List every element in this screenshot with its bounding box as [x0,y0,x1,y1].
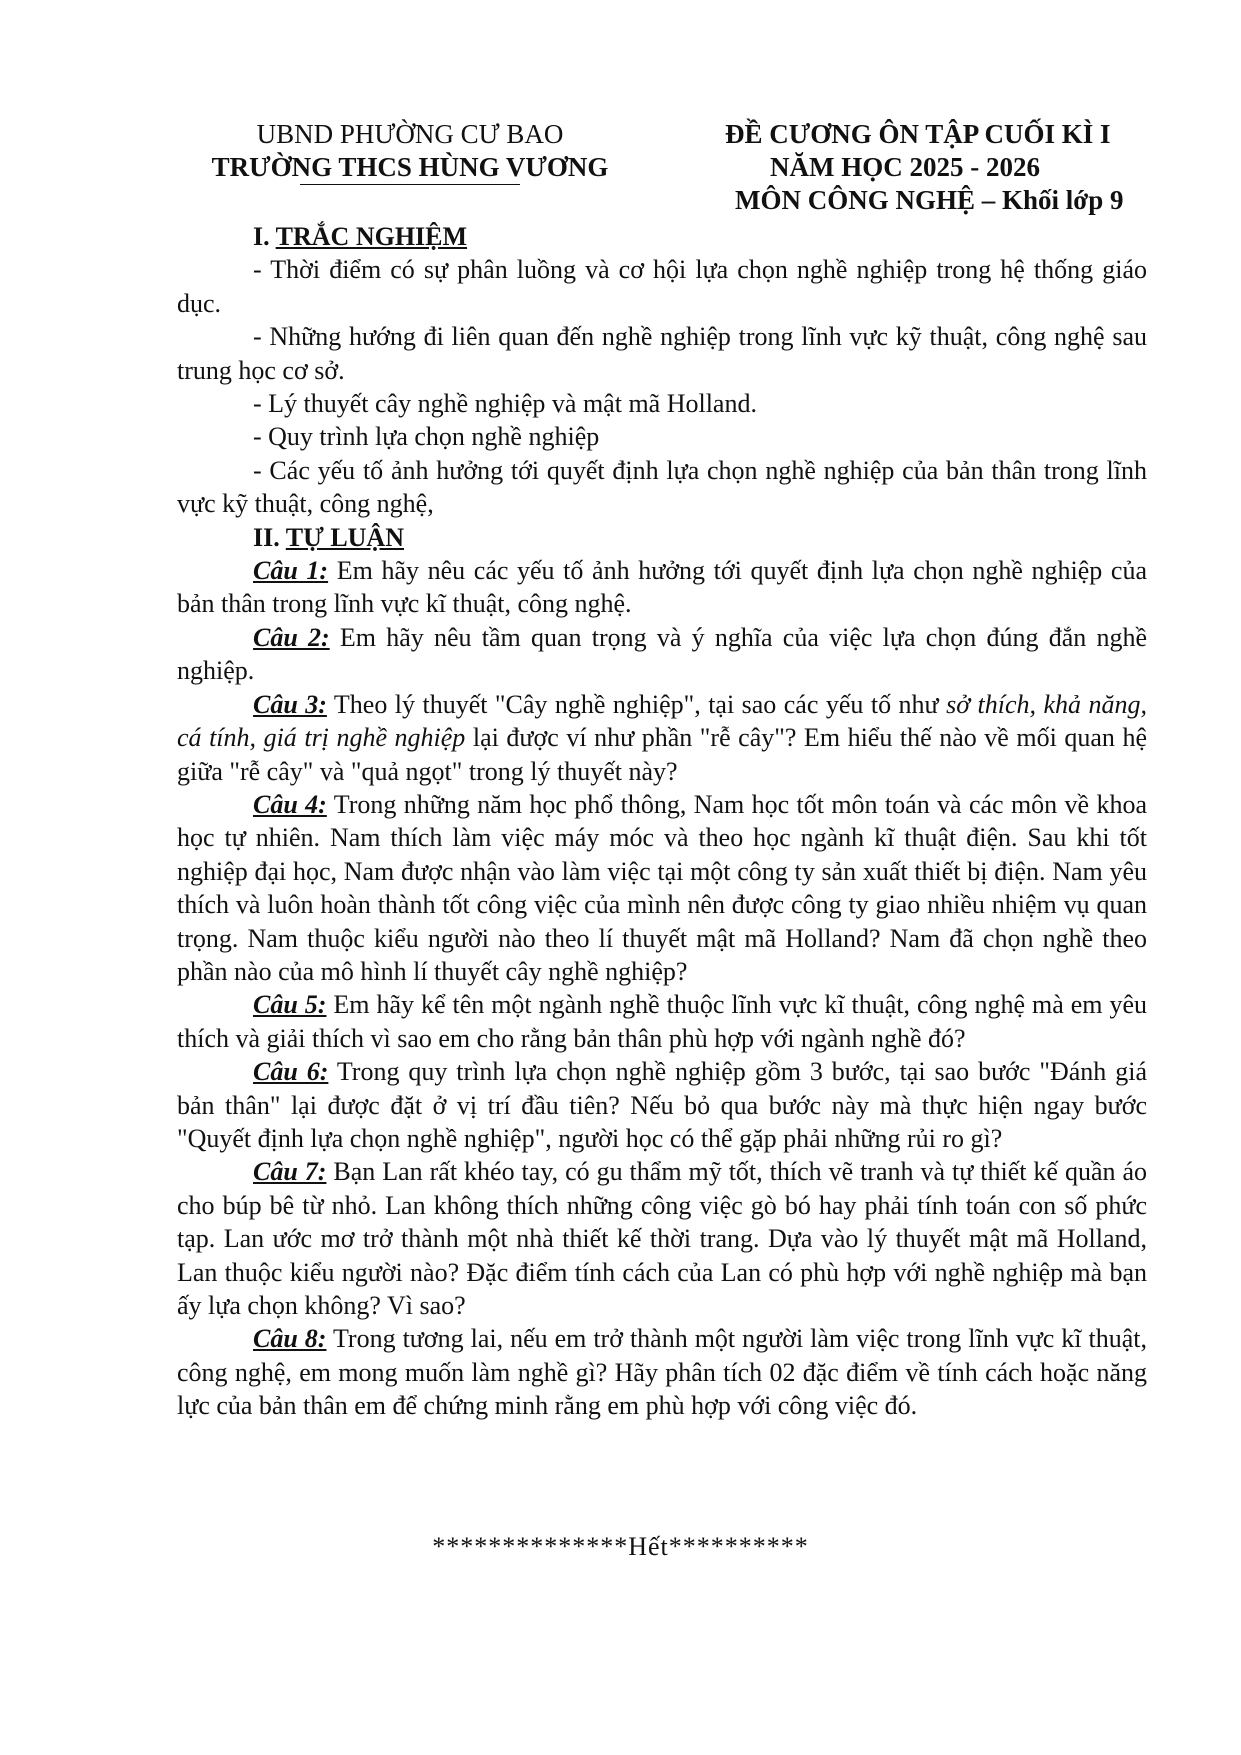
question-5 [177,988,1147,1055]
header-underline-rule [300,184,520,185]
section-2-prefix: II. [253,522,286,552]
question-2 [177,621,1147,688]
question-label: Câu 7: [253,1157,327,1187]
header-school-year: NĂM HỌC 2025 - 2026 [770,152,1040,182]
section-1-heading: TRẮC NGHIỆM [275,222,468,251]
question-text-before: Theo lý thuyết "Cây nghề nghiệp", tại sao các yếu tố như [326,689,947,719]
question-8 [177,1322,1147,1422]
section-1-title [177,220,1147,253]
question-text-after: lại được ví như phần "rễ cây"? Em hiểu thế nào về mối quan hệ giữa "rễ cây" và "quả ngọt" trong lý thuyết này? [177,723,1147,786]
question-label: Câu 3: [253,689,327,719]
question-text: Em hãy nêu các yếu tố ảnh hưởng tới quyết định lựa chọn nghề nghiệp của bản thân trong lĩnh vực kĩ thuật, công nghệ. [177,556,1147,619]
header-org: UBND PHƯỜNG CƯ BAO [256,119,564,149]
header-right-block [705,118,1185,217]
question-text: Trong tương lai, nếu em trở thành một người làm việc trong lĩnh vực kĩ thuật, công nghệ, em mong muốn làm nghề gì? Hãy phân tích 02 đặc điểm về tính cách hoặc năng lực của bản thân em để chứng minh rằng em phù hợp với công việc đó. [177,1324,1147,1421]
section-1-item: - Lý thuyết cây nghề nghiệp và mật mã Holland. [253,389,757,419]
header-school: TRƯỜNG THCS HÙNG VƯƠNG [211,152,609,182]
header-doc-title: ĐỀ CƯƠNG ÔN TẬP CUỐI KÌ I [725,119,1111,149]
question-label: Câu 6: [253,1057,329,1087]
question-4 [177,788,1147,988]
question-text: Bạn Lan rất khéo tay, có gu thẩm mỹ tốt, thích vẽ tranh và tự thiết kế quần áo cho búp bê từ nhỏ. Lan không thích những công việc gò bó hay phải tính toán con số phức tạp. Lan ước mơ trở thành một nhà thiết kế thời trang. Dựa vào lý thuyết mật mã Holland, Lan thuộc kiểu người nào? Đặc điểm tính cách của Lan có phù hợp với nghề nghiệp mà bạn ấy lựa chọn không? Vì sao? [177,1157,1147,1320]
end-of-document-mark: **************Hết********** [432,1532,809,1561]
header-left-block [180,118,640,184]
question-1 [177,554,1147,621]
section-2-title [177,521,1147,554]
question-label: Câu 4: [253,789,327,819]
section-2-heading: TỰ LUẬN [285,522,404,552]
question-text-italic: sở thích, khả năng, cá tính, giá trị nghề nghiệp [177,689,1147,753]
question-7 [177,1155,1147,1322]
question-text: Em hãy nêu tầm quan trọng và ý nghĩa của việc lựa chọn đúng đắn nghề nghiệp. [177,622,1147,686]
question-6 [177,1055,1147,1155]
section-1-item: - Thời điểm có sự phân luồng và cơ hội lựa chọn nghề nghiệp trong hệ thống giáo dục. [177,255,1147,318]
question-label: Câu 1: [253,556,329,586]
header-subject: MÔN CÔNG NGHỆ – Khối lớp 9 [735,185,1124,215]
question-3 [177,688,1147,788]
document-body [177,220,1147,1423]
section-1-prefix: I. [253,222,276,251]
question-text: Trong quy trình lựa chọn nghề nghiệp gồm 3 bước, tại sao bước "Đánh giá bản thân" lại được đặt ở vị trí đầu tiên? Nếu bỏ qua bước này mà thực hiện ngay bước "Quyết định lựa chọn nghề nghiệp", người học có thể gặp phải những rủi ro gì? [177,1057,1147,1153]
question-label: Câu 5: [253,990,327,1020]
question-label: Câu 8: [253,1324,327,1354]
question-text: Em hãy kể tên một ngành nghề thuộc lĩnh vực kĩ thuật, công nghệ mà em yêu thích và giải thích vì sao em cho rằng bản thân phù hợp với ngành nghề đó? [177,990,1147,1053]
section-1-item: - Quy trình lựa chọn nghề nghiệp [253,422,600,452]
section-1-item: - Các yếu tố ảnh hưởng tới quyết định lựa chọn nghề nghiệp của bản thân trong lĩnh vực kỹ thuật, công nghệ, [177,455,1147,519]
question-label: Câu 2: [253,622,330,652]
document-header [0,118,1241,228]
section-1-item: - Những hướng đi liên quan đến nghề nghiệp trong lĩnh vực kỹ thuật, công nghệ sau trung học cơ sở. [177,322,1147,385]
question-text: Trong những năm học phổ thông, Nam học tốt môn toán và các môn về khoa học tự nhiên. Nam thích làm việc máy móc và theo học ngành kĩ thuật điện. Sau khi tốt nghiệp đại học, Nam được nhận vào làm việc tại một công ty sản xuất thiết bị điện. Nam yêu thích và luôn hoàn thành tốt công việc của mình nên được công ty giao nhiều nhiệm vụ quan trọng. Nam thuộc kiểu người nào theo lí thuyết mật mã Holland? Nam đã chọn nghề theo phần nào của mô hình lí thuyết cây nghề nghiệp? [177,789,1147,986]
